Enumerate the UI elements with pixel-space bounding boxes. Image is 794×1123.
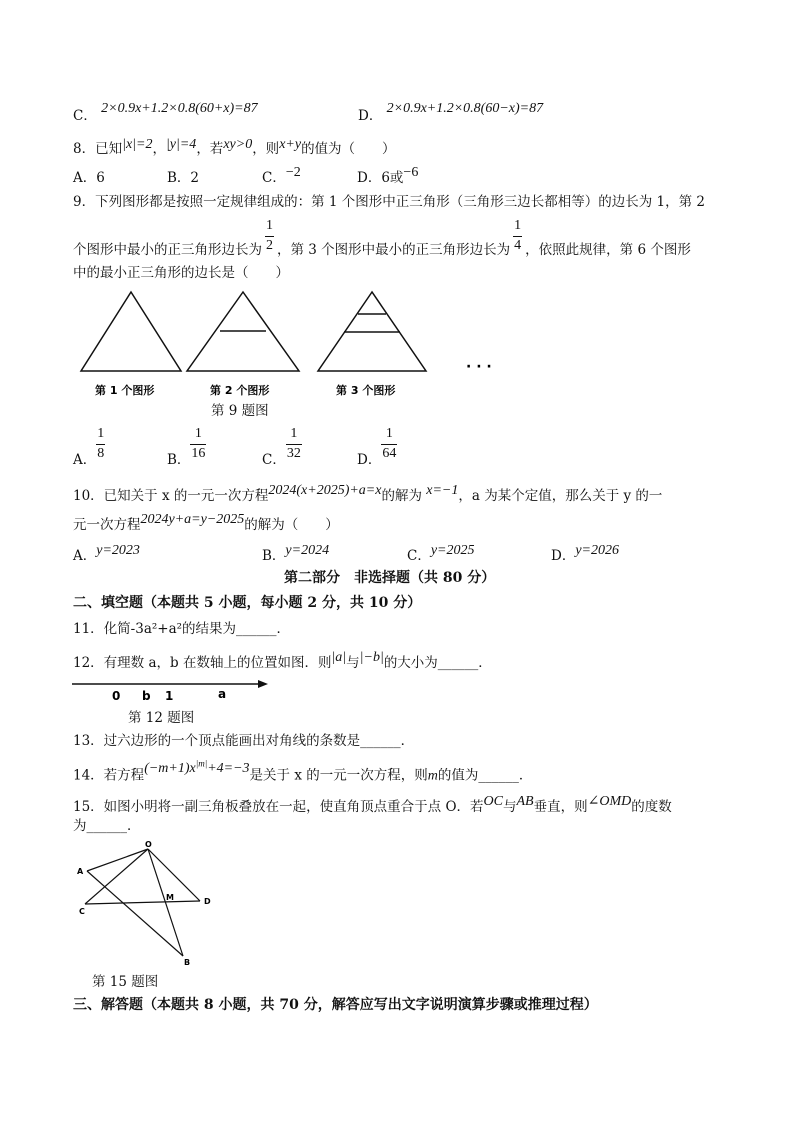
segment-OD (148, 849, 200, 901)
denominator: 8 (97, 445, 105, 461)
text: 12．有理数 a，b 在数轴上的位置如图．则 (73, 655, 332, 671)
text: 元一次方程 (73, 517, 141, 533)
text: 个图形中最小的正三角形边长为 (73, 242, 262, 258)
fraction-half (265, 218, 274, 255)
text: 与 (346, 655, 360, 671)
option-label: D．6或 (357, 170, 404, 186)
label-O: O (145, 840, 152, 849)
question-15-line-2: 为______． (73, 818, 141, 834)
question-12-stem (73, 650, 492, 673)
q10-option-b (262, 543, 330, 566)
equation-part: +4=−3 (207, 760, 250, 776)
equation: 2×0.9x+1.2×0.8(60+x)=87 (101, 101, 258, 116)
denominator: 32 (286, 445, 301, 461)
question-14-stem (73, 758, 533, 785)
label-B: B (184, 958, 191, 967)
q9-option-d (357, 426, 397, 468)
equation: 2024y+a=y−2025 (140, 512, 245, 527)
part-2-title: 第二部分 非选择题（共 80 分） (284, 570, 496, 586)
fraction-bar (265, 236, 274, 237)
q9-option-a (73, 426, 105, 468)
label-D: D (204, 897, 211, 906)
fraction-bar (513, 236, 522, 237)
section-3-title: 三、解答题（本题共 8 小题，共 70 分，解答应写出文字说明演算步骤或推理过程） (73, 997, 598, 1013)
triangle-figure-3 (318, 292, 426, 371)
denominator: 16 (191, 445, 206, 461)
numerator: 1 (385, 426, 393, 441)
triangle-figure-1 (81, 292, 181, 371)
math: y=2023 (96, 543, 140, 558)
denominator: 2 (266, 237, 273, 253)
numerator: 1 (97, 426, 105, 441)
option-label: C． (407, 548, 431, 564)
segment-OA (87, 849, 148, 871)
option-label: A． (73, 452, 97, 468)
denominator: 4 (514, 237, 522, 253)
option-label: B． (262, 548, 286, 564)
fraction (381, 426, 397, 463)
q10-option-d (551, 543, 619, 566)
option-label: C． (262, 452, 286, 468)
figure-1-label: 第 1 个图形 (95, 384, 155, 397)
text: 的解为（ ） (244, 517, 339, 533)
math: ∠OMD (587, 794, 632, 809)
figure-3-label: 第 3 个图形 (336, 384, 396, 397)
math: −2 (285, 165, 301, 180)
text: ，则 (252, 141, 280, 157)
continuation-dots: · · · (466, 359, 492, 375)
label-a: a (218, 687, 227, 701)
text: 的大小为______． (383, 655, 492, 671)
axis-arrow (258, 680, 268, 688)
text: ，第 3 个图形中最小的正三角形边长为 (277, 242, 511, 258)
q9-figure-caption: 第 9 题图 (211, 403, 269, 419)
q15-figure-caption: 第 15 题图 (92, 974, 159, 990)
label-A: A (77, 867, 84, 876)
option-label: D． (358, 108, 383, 124)
equation-part: (−m+1)x (144, 760, 196, 776)
segment-OC (85, 849, 148, 904)
equation: 2024(x+2025)+a=x (268, 483, 382, 498)
fraction (96, 426, 105, 463)
option-label: A．6 (73, 170, 105, 186)
math: y=2025 (430, 543, 475, 558)
question-15-line-1 (73, 794, 672, 817)
question-13: 13．过六边形的一个顶点能画出对角线的条数是______． (73, 733, 415, 749)
math: |x|=2 (122, 137, 153, 152)
text: 15．如图小明将一副三角板叠放在一起，使直角顶点重合于点 O．若 (73, 799, 484, 815)
question-10-line-1 (73, 483, 663, 506)
q8-option-a (73, 170, 105, 186)
fraction-quarter (513, 218, 522, 255)
option-label: D． (551, 548, 576, 564)
label-b: b (142, 689, 151, 703)
solution: x=−1 (426, 483, 459, 498)
text: 10．已知关于 x 的一元一次方程 (73, 488, 269, 504)
option-label: B．2 (167, 170, 200, 186)
math: x+y (279, 137, 302, 152)
text: 的值为（ ） (301, 141, 396, 157)
equation (144, 758, 250, 776)
q7-option-c (73, 101, 258, 126)
text: 是关于 x 的一元一次方程，则 (249, 767, 428, 784)
q8-option-d (357, 165, 419, 188)
text: ，依照此规律，第 6 个图形 (525, 242, 691, 258)
math: y=2026 (575, 543, 619, 558)
text: ，若 (196, 141, 224, 157)
math: |−b| (359, 650, 384, 665)
triangle (81, 292, 181, 371)
fraction-bar (286, 444, 302, 445)
section-2-title: 二、填空题（本题共 5 小题，每小题 2 分，共 10 分） (73, 595, 422, 611)
q7-option-d (358, 101, 544, 126)
fraction-bar (96, 444, 105, 445)
option-label: B． (167, 452, 191, 468)
denominator: 64 (382, 445, 397, 461)
question-8-stem (73, 137, 396, 159)
numerator: 1 (514, 218, 522, 233)
text: 的度数 (631, 799, 672, 815)
math: AB (516, 794, 534, 809)
q9-option-b (167, 426, 206, 468)
q10-option-a (73, 543, 140, 566)
math: y=2024 (285, 543, 330, 558)
question-11: 11．化简-3a²+a²的结果为______． (73, 621, 291, 637)
triangle-figure-2 (187, 292, 299, 371)
q12-figure-caption: 第 12 题图 (128, 710, 195, 726)
question-9-line-3: 中的最小正三角形的边长是（ ） (73, 265, 289, 281)
text: ，a 为某个定值，那么关于 y 的一 (458, 488, 663, 504)
figure-2-label: 第 2 个图形 (210, 384, 270, 397)
q9-figure (70, 285, 530, 400)
text: 8．已知 (73, 141, 123, 157)
text: 14．若方程 (73, 767, 145, 784)
math: m (427, 768, 438, 784)
q8-option-b (167, 170, 199, 186)
math: |y|=4 (165, 137, 197, 152)
segment-CD (85, 901, 200, 904)
q10-option-c (407, 543, 475, 566)
fraction (190, 426, 206, 463)
numerator: 1 (290, 426, 298, 441)
label-M: M (166, 893, 174, 902)
numerator: 1 (266, 218, 273, 233)
label-C: C (79, 907, 85, 916)
exponent: |m| (195, 758, 208, 768)
text: 的值为______． (437, 767, 533, 784)
q8-option-c (262, 165, 301, 188)
fraction-bar (190, 444, 206, 445)
text: ， (152, 141, 166, 157)
q15-triangles-figure (70, 838, 230, 973)
number-line (70, 676, 275, 706)
math: xy>0 (223, 137, 253, 152)
option-label: C． (73, 108, 97, 124)
question-10-line-2 (73, 512, 339, 535)
math: OC (483, 794, 503, 809)
question-9-line-1: 9．下列图形都是按照一定规律组成的：第 1 个图形中正三角形（三角形三边长都相等）的边长为 1，第 2 (73, 194, 706, 210)
option-label: C． (262, 170, 286, 186)
label-zero: 0 (112, 689, 121, 703)
numerator: 1 (194, 426, 202, 441)
q9-option-c (262, 426, 302, 468)
option-label: D． (357, 452, 382, 468)
text: 的解为 (381, 488, 422, 504)
fraction (286, 426, 302, 463)
question-9-line-2 (73, 218, 691, 258)
option-label: A． (73, 548, 97, 564)
math: |a| (331, 650, 347, 665)
text: 垂直，则 (533, 799, 588, 815)
fraction-bar (381, 444, 397, 445)
label-one: 1 (165, 689, 174, 703)
equation: 2×0.9x+1.2×0.8(60−x)=87 (386, 101, 544, 116)
text: 与 (503, 799, 517, 815)
math: −6 (403, 165, 419, 180)
